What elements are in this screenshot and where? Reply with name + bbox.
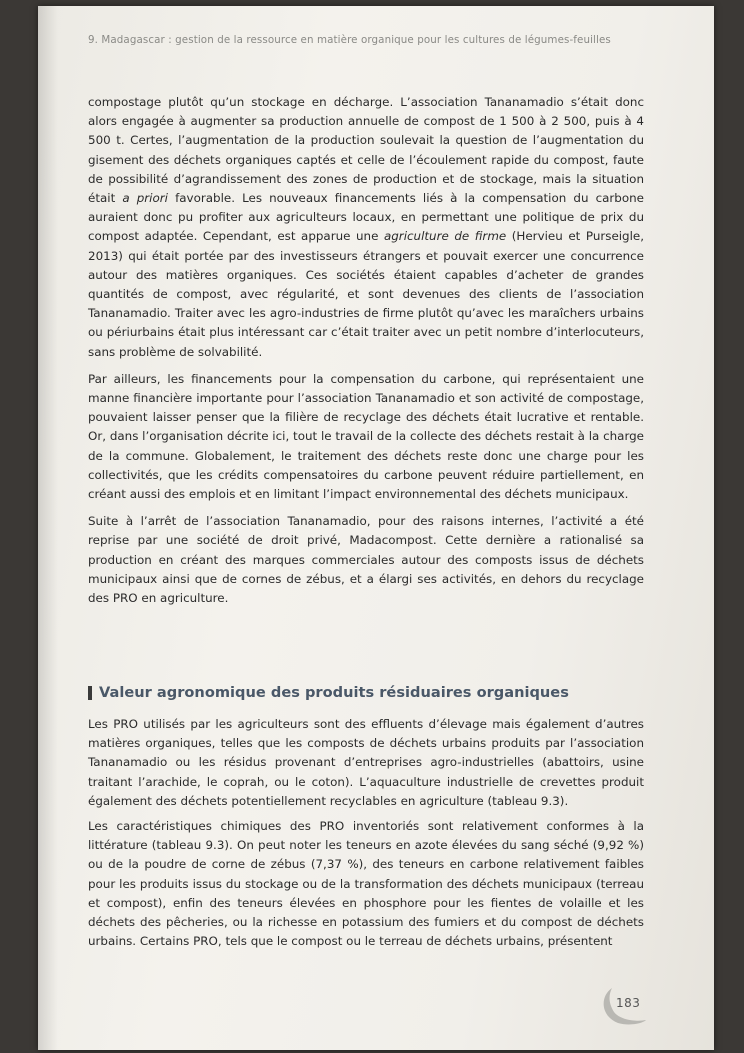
section-heading: Valeur agronomique des produits résiduaires organiques: [88, 684, 648, 701]
paragraph: compostage plutôt qu’un stockage en décharge. L’association Tananamadio s’était donc alors engagée à augmenter sa production annuelle de compost de 1 500 à 2 500, puis à 4 500 t. Certes, l’augmentation de la production soulevait la question de l’augmentation du gisement des déchets organiques captés et celle de l’écoulement rapide du compost, faute de possibilité d’agrandissement des zones de production et de stockage, mais la situation était a priori favorable. Les nouveaux financements liés à la compensation du carbone auraient donc pu profiter aux agriculteurs locaux, en permettant une politique de prix du compost adaptée. Cependant, est apparue une agriculture de firme (Hervieu et Purseigle, 2013) qui était portée par des investisseurs étrangers et pouvait exercer une concurrence autour des matières organiques. Ces sociétés étaient capables d’acheter de grandes quantités de compost, avec régularité, et sont devenues des clients de l’association Tananamadio. Traiter avec les agro-industries de firme plutôt qu’avec les maraîchers urbains ou périurbains était plus intéressant car c’était traiter avec un petit nombre d’interlocuteurs, sans problème de solvabilité.: [88, 95, 645, 359]
paragraph: Les PRO utilisés par les agriculteurs sont des effluents d’élevage mais également d’autres matières organiques, telles que les composts de déchets urbains produits par l’association Tananamadio ou les résidus provenant d’entreprises agro-industrielles (abattoirs, usine traitant l’arachide, le coprah, ou le coton). L’aquaculture industrielle de crevettes produit également des déchets potentiellement recyclables en agriculture (tableau 9.3).: [88, 717, 644, 808]
body-text-bottom: [88, 715, 644, 957]
heading-bar-icon: [88, 686, 92, 700]
running-head: 9. Madagascar : gestion de la ressource en matière organique pour les cultures de légumes-feuilles: [88, 34, 611, 46]
page-number: 183: [616, 996, 641, 1010]
paragraph: Par ailleurs, les financements pour la compensation du carbone, qui représentaient une manne financière importante pour l’association Tananamadio et son activité de compostage, pouvaient laisser penser que la filière de recyclage des déchets était lucrative et rentable. Or, dans l’organisation décrite ici, tout le travail de la collecte des déchets restait à la charge de la commune. Globalement, le traitement des déchets reste donc une charge pour les collectivités, que les crédits compensatoires du carbone peuvent réduire partiellement, en créant aussi des emplois et en limitant l’impact environnemental des déchets municipaux.: [88, 371, 644, 502]
page-gutter-shadow: [38, 6, 58, 1050]
body-text-top: [88, 93, 644, 616]
paragraph: Suite à l’arrêt de l’association Tananamadio, pour des raisons internes, l’activité a été reprise par une société de droit privé, Madacompost. Cette dernière a rationalisé sa production en créant des marques commerciales autour des composts issus de déchets municipaux ainsi que de cornes de zébus, et a élargi ses activités, en dehors du recyclage des PRO en agriculture.: [88, 514, 644, 606]
paragraph: Les caractéristiques chimiques des PRO inventoriés sont relativement conformes à la littérature (tableau 9.3). On peut noter les teneurs en azote élevées du sang séché (9,92 %) ou de la poudre de corne de zébus (7,37 %), des teneurs en carbone relativement faibles pour les produits issus du stockage ou de la transformation des déchets municipaux (terreau et compost), enfin des teneurs élevées en phosphore pour les fientes de volaille et les déchets des pêcheries, ou la richesse en potassium des fumiers et du compost de déchets urbains. Certains PRO, tels que le compost ou le terreau de déchets urbains, présentent: [88, 819, 644, 949]
